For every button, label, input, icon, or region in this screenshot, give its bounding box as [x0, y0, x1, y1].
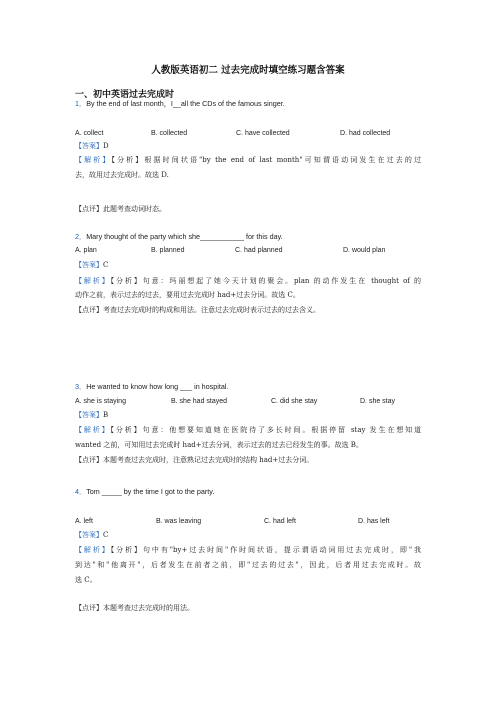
question-4-analysis-end: 选 C。	[75, 576, 97, 584]
option-d: D. would plan	[343, 247, 386, 254]
option-d: D. she stay	[360, 398, 396, 405]
question-3-analysis: 【解析】【分析】句意：他想要知道她在医院待了多长时间。根据停留 stay 发生在想知道	[75, 426, 422, 434]
question-2-blank: ___________	[200, 232, 245, 241]
section-heading: 一、初中英语过去完成时	[75, 90, 175, 100]
option-b: B. she had stayed	[171, 398, 228, 405]
document-title: 人教版英语初二 过去完成时填空练习题含答案	[151, 65, 345, 76]
question-1-blank: __	[172, 99, 181, 108]
question-3-answer: 【答案】B	[75, 411, 109, 419]
question-4-stem: 4．Tom _____ by the time I got to the party.	[75, 487, 215, 496]
question-1-analysis: 【解析】【分析】根据时间状语"by the end of last month"可知谓语动词发生在过去的过	[75, 156, 421, 164]
question-4-analysis-cont: 到达"和"他离开"，后者发生在前者之前，即"过去的过去"，因此，后者用过去完成时。故	[75, 561, 421, 569]
option-b: B. collected	[151, 130, 188, 137]
question-4-analysis: 【解析】【分析】句中有"by+过去时间"作时间状语，提示谓语动词用过去完成时，即"我	[75, 546, 422, 554]
question-3-blank: ___	[180, 382, 193, 391]
option-a: A. plan	[75, 247, 97, 254]
question-4-comment: 【点评】本题考查过去完成时的用法。	[75, 604, 194, 612]
option-c: C. had left	[264, 518, 296, 525]
option-c: C. did she stay	[271, 398, 318, 405]
option-a: A. she is staying	[75, 398, 126, 405]
question-3-comment: 【点评】本题考查过去完成时，注意熟记过去完成时的结构 had+过去分词。	[75, 456, 314, 464]
option-b: B. was leaving	[156, 518, 202, 525]
option-c: C. had planned	[235, 247, 283, 254]
question-1-analysis-cont: 去，故用过去完成时。故选 D.	[75, 171, 169, 179]
question-1-stem: 1．By the end of last month，I__all the CDs of the famous singer.	[75, 99, 285, 108]
option-d: D. has left	[358, 518, 390, 525]
option-d: D. had collected	[340, 130, 391, 137]
question-1-comment: 【点评】此题考查动词时态。	[75, 205, 166, 213]
option-a: A. left	[75, 518, 93, 525]
question-2-comment: 【点评】考查过去完成时的构成和用法。注意过去完成时表示过去的过去含义。	[75, 306, 320, 314]
question-4-answer: 【答案】C	[75, 531, 109, 539]
question-3-analysis-cont: wanted 之前，可知用过去完成时 had+过去分词，表示过去的过去已经发生的事。故选 B。	[75, 441, 363, 449]
option-a: A. collect	[75, 130, 104, 137]
option-b: B. planned	[151, 247, 185, 254]
question-2-analysis: 【解析】【分析】句意：玛丽想起了她今天计划的聚会。plan 的动作发生在 thought of 的	[75, 277, 422, 285]
question-2-stem: 2．Mary thought of the party which she___________ for this day.	[75, 232, 283, 241]
question-2-answer: 【答案】C	[75, 261, 109, 269]
question-4-blank: _____	[101, 487, 122, 496]
question-1-answer: 【答案】D	[75, 142, 109, 150]
question-2-analysis-cont: 动作之前，表示过去的过去，要用过去完成时 had+过去分词。故选 C。	[75, 291, 300, 299]
option-c: C. have collected	[236, 130, 290, 137]
question-3-stem: 3．He wanted to know how long ___ in hospital.	[75, 382, 229, 391]
